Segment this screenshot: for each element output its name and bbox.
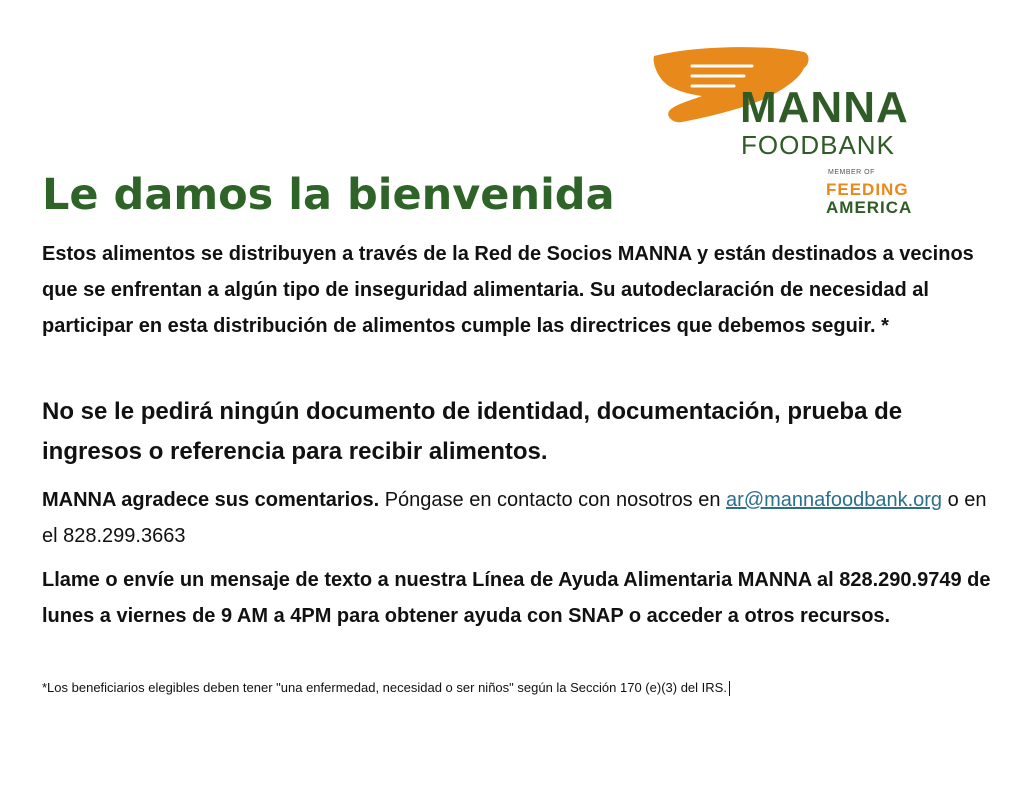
email-link[interactable]: ar@mannafoodbank.org	[726, 489, 943, 511]
feedback-text: Póngase en contacto con nosotros en	[379, 489, 727, 511]
phone-text: o en el 828.299.3663	[42, 489, 987, 547]
manna-foodbank-logo	[652, 44, 928, 220]
page-title: Le damos la bienvenida	[42, 170, 615, 220]
logo-america-text: AMERICA	[826, 198, 913, 217]
text-cursor	[729, 681, 730, 696]
no-id-statement: No se le pedirá ningún documento de identidad, documentación, prueba de ingresos o referencia para recibir alimentos.	[42, 398, 903, 465]
feedback-lead: MANNA agradece sus comentarios.	[42, 489, 380, 511]
logo-feeding-text: FEEDING	[826, 180, 909, 199]
feedback-paragraph	[42, 482, 992, 554]
footnote	[42, 678, 1002, 698]
logo-manna-text: MANNA	[740, 83, 909, 132]
footnote-text: *Los beneficiarios elegibles deben tener "una enfermedad, necesidad o ser niños" según la Sección 170 (e)(3) del IRS.	[42, 680, 727, 695]
logo-foodbank-text: FOODBANK	[741, 130, 895, 160]
intro-paragraph: Estos alimentos se distribuyen a través de la Red de Socios MANNA y están destinados a vecinos que se enfrentan a algún tipo de inseguridad alimentaria. Su autodeclaración de necesidad al participar en esta distribución de alimentos cumple las directrices que debemos seguir. *	[42, 243, 974, 337]
logo-member-of-text: MEMBER OF	[828, 169, 875, 176]
helpline-paragraph: Llame o envíe un mensaje de texto a nuestra Línea de Ayuda Alimentaria MANNA al 828.290.9749 de lunes a viernes de 9 AM a 4PM para obtener ayuda con SNAP o acceder a otros recursos.	[42, 569, 991, 627]
